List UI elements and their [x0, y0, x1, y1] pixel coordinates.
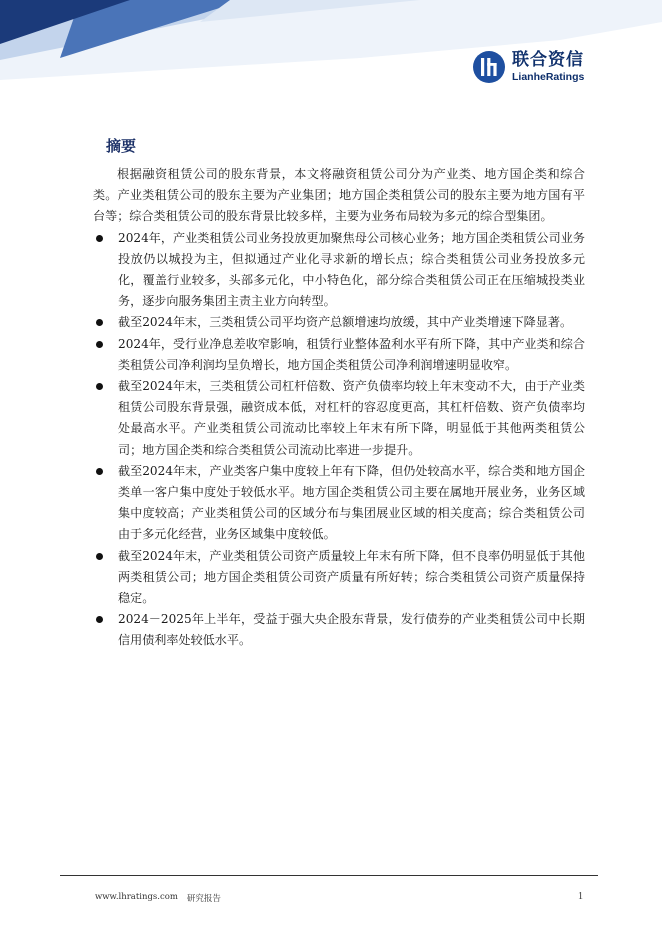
summary-bullet: 截至2024年末，三类租赁公司平均资产总额增速均放缓，其中产业类增速下降显著。 [93, 312, 585, 333]
summary-bullet: 2024年，受行业净息差收窄影响，租赁行业整体盈利水平有所下降，其中产业类和综合类租赁公司净利润均呈负增长，地方国企类租赁公司净利润增速明显收窄。 [93, 334, 585, 376]
summary-bullet: 截至2024年末，产业类租赁公司资产质量较上年末有所下降，但不良率仍明显低于其他两类租赁公司；地方国企类租赁公司资产质量有所好转；综合类租赁公司资产质量保持稳定。 [93, 546, 585, 610]
logo-english-name: LianheRatings [512, 70, 585, 83]
summary-bullet: 2024年，产业类租赁公司业务投放更加聚焦母公司核心业务；地方国企类租赁公司业务投放仍以城投为主，但拟通过产业化寻求新的增长点；综合类租赁公司业务投放多元化，覆盖行业较多，头部多元化，中小特色化，部分综合类租赁公司正在压缩城投类业务，逐步向服务集团主责主业方向转型。 [93, 228, 585, 313]
intro-paragraph: 根据融资租赁公司的股东背景，本文将融资租赁公司分为产业类、地方国企类和综合类。产业类租赁公司的股东主要为产业集团；地方国企类租赁公司的股东主要为地方国有平台等；综合类租赁公司的股东背景比较多样，主要为业务布局较为多元的综合型集团。 [93, 167, 585, 224]
section-title: 摘要 [106, 137, 137, 155]
abstract-body [93, 164, 585, 652]
summary-bullet: 2024－2025年上半年，受益于强大央企股东背景，发行债券的产业类租赁公司中长期信用债利率处较低水平。 [93, 609, 585, 651]
brand-logo [472, 50, 584, 84]
footer-divider [60, 875, 598, 876]
footer-info [95, 892, 221, 904]
summary-list [93, 228, 585, 652]
footer-report-label: 研究报告 [186, 894, 221, 904]
lianhe-logo-icon [472, 50, 506, 84]
logo-chinese-name: 联合资信 [512, 49, 584, 70]
summary-bullet: 截至2024年末，三类租赁公司杠杆倍数、资产负债率均较上年末变动不大，由于产业类租赁公司股东背景强，融资成本低，对杠杆的容忍度更高，其杠杆倍数、资产负债率均处最高水平。产业类租赁公司流动比率较上年末有所下降，明显低于其他两类租赁公司；地方国企类和综合类租赁公司流动比率进一步提升。 [93, 376, 585, 461]
summary-bullet: 截至2024年末，产业类客户集中度较上年有下降，但仍处较高水平，综合类和地方国企类单一客户集中度处于较低水平。地方国企类租赁公司主要在属地开展业务，业务区域集中度较高；产业类租赁公司的区域分布与集团展业区域的相关度高；综合类租赁公司由于多元化经营，业务区域集中度较低。 [93, 461, 585, 546]
footer-url: www.lhratings.com [95, 892, 178, 902]
page-number: 1 [578, 891, 583, 902]
